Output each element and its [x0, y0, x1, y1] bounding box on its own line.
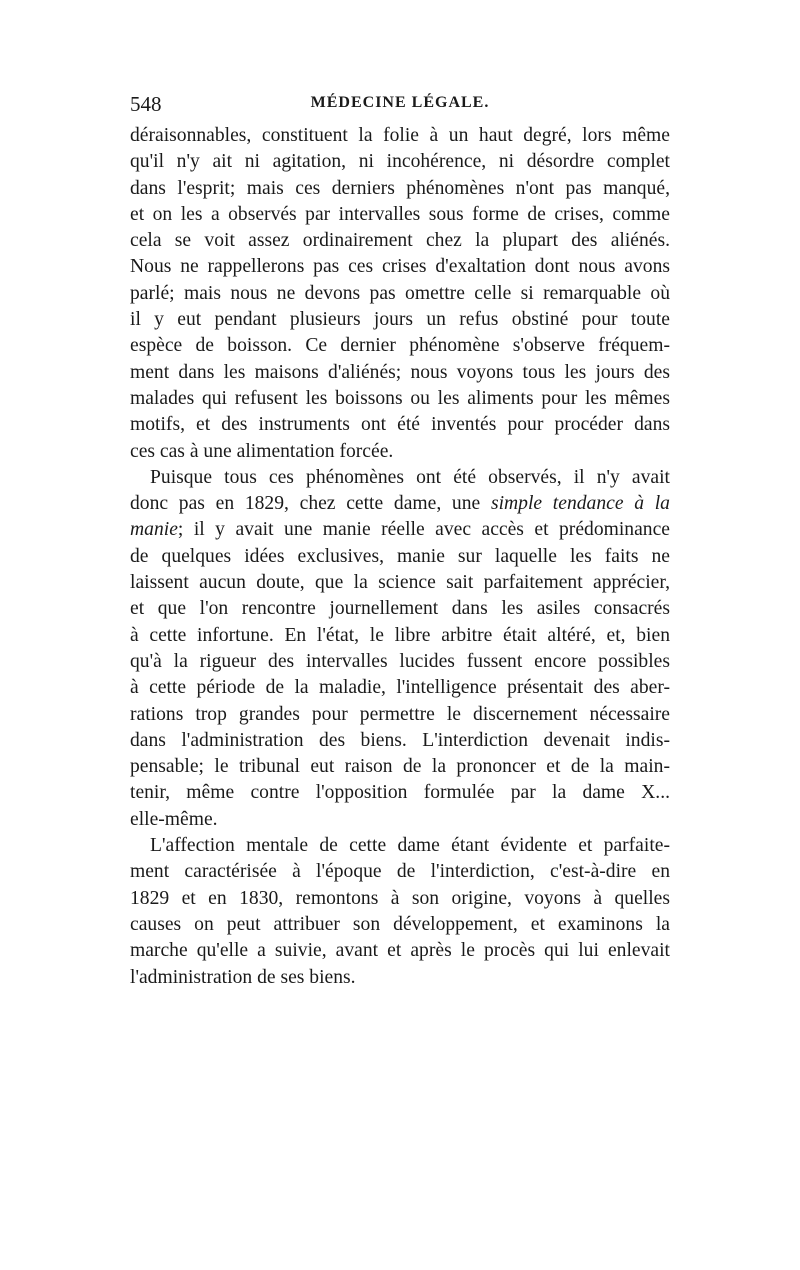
page-number: 548: [130, 92, 162, 116]
text-line: causes on peut attribuer son développement, et examinons la: [130, 913, 670, 935]
body-text: [130, 123, 670, 991]
italic-phrase: manie: [130, 519, 178, 541]
text-line: tenir, même contre l'opposition formulée par la dame X...: [130, 782, 670, 804]
text-line: pensable; le tribunal eut raison de la prononcer et de la main-: [130, 756, 670, 778]
paragraph-1: [130, 123, 670, 465]
text-line: qu'il n'y ait ni agitation, ni incohérence, ni désordre complet: [130, 151, 670, 173]
text-segment: ; il y avait une manie réelle avec accès et prédominance: [177, 519, 670, 541]
text-line: ces cas à une alimentation forcée.: [130, 440, 394, 462]
text-line: et on les a observés par intervalles sous forme de crises, comme: [130, 203, 670, 225]
text-line: malades qui refusent les boissons ou les aliments pour les mêmes: [130, 387, 670, 409]
text-segment: donc pas en 1829, chez cette dame, une: [130, 493, 491, 515]
text-line: dans l'administration des biens. L'interdiction devenait indis-: [130, 729, 670, 751]
text-line: et que l'on rencontre journellement dans les asiles consacrés: [130, 598, 670, 620]
text-line: l'administration de ses biens.: [130, 966, 356, 988]
text-line: Nous ne rappellerons pas ces crises d'exaltation dont nous avons: [130, 256, 670, 278]
text-line: cela se voit assez ordinairement chez la plupart des aliénés.: [130, 230, 670, 252]
text-line: à cette infortune. En l'état, le libre arbitre était altéré, et, bien: [130, 624, 670, 646]
text-line: parlé; mais nous ne devons pas omettre celle si remarquable où: [130, 282, 670, 304]
text-line: il y eut pendant plusieurs jours un refus obstiné pour toute: [130, 309, 670, 331]
text-line: à cette période de la maladie, l'intelligence présentait des aber-: [130, 677, 670, 699]
text-line: qu'à la rigueur des intervalles lucides fussent encore possibles: [130, 650, 670, 672]
text-line: motifs, et des instruments ont été inventés pour procéder dans: [130, 414, 670, 436]
text-line: ment caractérisée à l'époque de l'interdiction, c'est-à-dire en: [130, 861, 670, 883]
text-line: dans l'esprit; mais ces derniers phénomènes n'ont pas manqué,: [130, 177, 670, 199]
text-line: marche qu'elle a suivie, avant et après le procès qui lui enlevait: [130, 940, 670, 962]
text-line: [130, 517, 670, 543]
paragraph-2: [130, 465, 670, 833]
text-line: déraisonnables, constituent la folie à un haut degré, lors même: [130, 125, 670, 146]
running-title: MÉDECINE LÉGALE.: [310, 94, 490, 111]
text-line: ment dans les maisons d'aliénés; nous voyons tous les jours des: [130, 361, 670, 383]
text-line: laissent aucun doute, que la science sait parfaitement apprécier,: [130, 572, 670, 594]
italic-phrase: simple tendance à la: [490, 493, 670, 515]
text-line: Puisque tous ces phénomènes ont été observés, il n'y avait: [150, 466, 670, 488]
text-line: L'affection mentale de cette dame étant évidente et parfaite-: [150, 835, 670, 857]
running-head: [130, 92, 670, 118]
text-line: de quelques idées exclusives, manie sur laquelle les faits ne: [130, 545, 670, 567]
paragraph-3: [130, 833, 670, 991]
text-line: rations trop grandes pour permettre le discernement nécessaire: [130, 703, 670, 725]
text-line: espèce de boisson. Ce dernier phénomène s'observe fréquem-: [130, 335, 670, 357]
text-line: 1829 et en 1830, remontons à son origine, voyons à quelles: [130, 887, 670, 909]
text-line: elle-même.: [130, 808, 218, 830]
text-line: [130, 491, 670, 517]
